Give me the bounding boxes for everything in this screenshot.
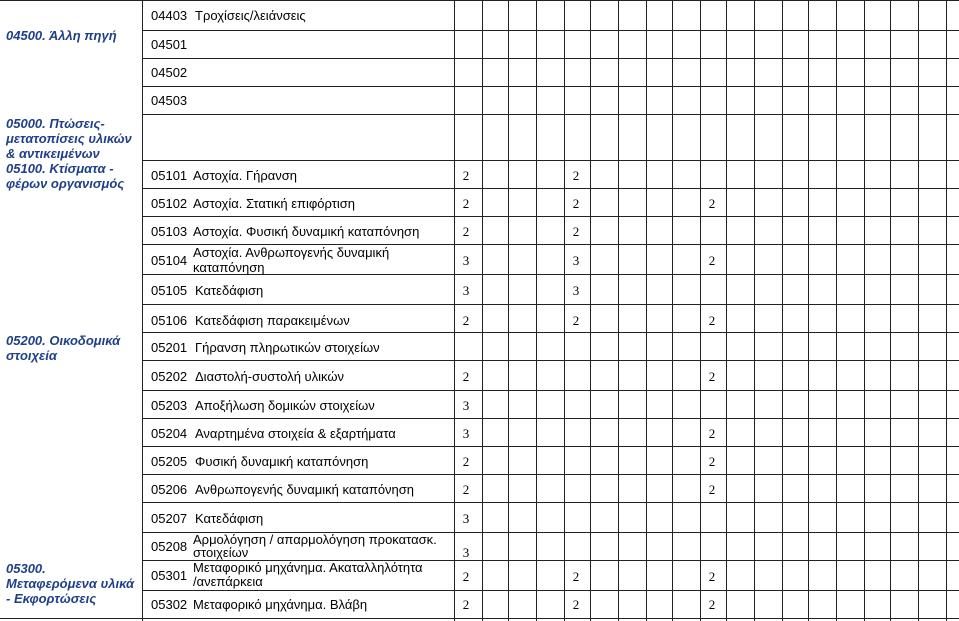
grid-line: [142, 390, 959, 391]
grid-line: [142, 216, 959, 217]
grid-line: [536, 0, 537, 621]
row-value: 2: [462, 569, 470, 584]
grid-line: [0, 0, 959, 1]
row-code: 05301: [151, 568, 188, 583]
row-value: 2: [708, 426, 716, 441]
grid-line: [142, 188, 959, 189]
row-code: 05204: [151, 426, 188, 441]
row-value: 2: [708, 569, 716, 584]
row-description: Κατεδάφιση παρακειμένων: [195, 313, 350, 328]
grid-line: [142, 304, 959, 305]
row-description: Αστοχία. Φυσική δυναμική καταπόνηση: [193, 224, 420, 239]
row-code: 04503: [151, 93, 188, 108]
category-label: 05300. Μεταφερόμενα υλικά - Εκφορτώσεις: [6, 561, 135, 606]
grid-line: [754, 0, 755, 621]
row-code: 04502: [151, 65, 188, 80]
row-code: 04403: [151, 8, 188, 23]
grid-line: [782, 0, 783, 621]
row-value: 2: [462, 168, 470, 183]
row-value: 2: [462, 313, 470, 328]
row-description: Φυσική δυναμική καταπόνηση: [195, 454, 369, 469]
row-value: 3: [462, 398, 470, 413]
row-value: 2: [708, 482, 716, 497]
category-label: 05200. Οικοδομικά στοιχεία: [6, 333, 121, 363]
grid-line: [672, 0, 673, 621]
row-value: 2: [462, 224, 470, 239]
grid-line: [590, 0, 591, 621]
row-description: Αποξήλωση δομικών στοιχείων: [195, 398, 375, 413]
row-value: 2: [708, 454, 716, 469]
grid-line: [946, 0, 947, 621]
row-description: Αστοχία. Ανθρωπογενής δυναμική καταπόνηση: [193, 245, 390, 275]
grid-line: [618, 0, 619, 621]
row-value: 2: [572, 313, 580, 328]
grid-line: [142, 590, 959, 591]
row-description: Αστοχία. Στατική επιφόρτιση: [193, 196, 356, 211]
row-value: 2: [462, 482, 470, 497]
grid-line: [142, 30, 959, 31]
row-value: 2: [572, 597, 580, 612]
row-value: 3: [462, 545, 470, 560]
grid-line: [864, 0, 865, 621]
grid-line: [482, 0, 483, 621]
category-label: 05000. Πτώσεις-μετατοπίσεις υλικών & αντικειμένων: [6, 116, 132, 161]
grid-line: [142, 114, 959, 115]
row-code: 05208: [151, 539, 188, 554]
row-value: 2: [708, 597, 716, 612]
row-code: 05101: [151, 168, 188, 183]
row-code: 05205: [151, 454, 188, 469]
row-value: 2: [462, 196, 470, 211]
grid-line: [142, 446, 959, 447]
row-code: 05203: [151, 398, 188, 413]
row-value: 3: [462, 283, 470, 298]
grid-line: [142, 502, 959, 503]
grid-line: [142, 0, 143, 621]
row-code: 05105: [151, 283, 188, 298]
row-code: 05206: [151, 482, 188, 497]
row-value: 2: [462, 597, 470, 612]
category-label: 05100. Κτίσματα - φέρων οργανισμός: [6, 161, 125, 191]
row-value: 2: [708, 313, 716, 328]
grid-line: [808, 0, 809, 621]
row-value: 3: [462, 253, 470, 268]
row-value: 3: [462, 426, 470, 441]
grid-line: [142, 58, 959, 59]
row-description: Αναρτημένα στοιχεία & εξαρτήματα: [195, 426, 396, 441]
row-description: Γήρανση πληρωτικών στοιχείων: [195, 340, 380, 355]
grid-line: [918, 0, 919, 621]
grid-line: [142, 160, 959, 161]
row-code: 05302: [151, 597, 188, 612]
row-value: 2: [708, 369, 716, 384]
grid-line: [454, 0, 455, 621]
row-value: 2: [708, 196, 716, 211]
row-code: 05103: [151, 224, 188, 239]
row-description: Μεταφορικό μηχάνημα. Ακαταλληλότητα /ανεπάρκεια: [193, 560, 423, 589]
row-value: 2: [572, 224, 580, 239]
row-description: Διαστολή-συστολή υλικών: [195, 369, 345, 384]
row-description: Τροχίσεις/λειάνσεις: [195, 8, 306, 23]
grid-line: [142, 418, 959, 419]
row-value: 2: [572, 168, 580, 183]
row-value: 2: [572, 569, 580, 584]
grid-line: [142, 86, 959, 87]
row-code: 04501: [151, 37, 188, 52]
row-code: 05102: [151, 196, 188, 211]
row-value: 2: [462, 454, 470, 469]
row-value: 2: [462, 369, 470, 384]
category-label: 04500. Άλλη πηγή: [6, 28, 117, 43]
row-code: 05106: [151, 313, 188, 328]
row-description: Κατεδάφιση: [195, 511, 264, 526]
grid-line: [508, 0, 509, 621]
row-value: 3: [462, 511, 470, 526]
grid-line: [142, 360, 959, 361]
row-code: 05104: [151, 253, 188, 268]
row-code: 05201: [151, 340, 188, 355]
grid-line: [700, 0, 701, 621]
row-value: 3: [572, 283, 580, 298]
grid-line: [142, 332, 959, 333]
grid-line: [564, 0, 565, 621]
row-value: 2: [708, 253, 716, 268]
row-value: 3: [572, 253, 580, 268]
grid-line: [836, 0, 837, 621]
row-value: 2: [572, 196, 580, 211]
row-description: Κατεδάφιση: [195, 283, 264, 298]
grid-line: [646, 0, 647, 621]
grid-line: [726, 0, 727, 621]
row-description: Αρμολόγηση / απαρμολόγηση προκατασκ. στοιχείων: [193, 532, 437, 560]
grid-line: [142, 474, 959, 475]
grid-line: [890, 0, 891, 621]
grid-line: [0, 618, 959, 619]
row-description: Ανθρωπογενής δυναμική καταπόνηση: [195, 482, 415, 497]
row-description: Μεταφορικό μηχάνημα. Βλάβη: [193, 597, 368, 612]
row-description: Αστοχία. Γήρανση: [193, 168, 298, 183]
row-code: 05207: [151, 511, 188, 526]
row-code: 05202: [151, 369, 188, 384]
